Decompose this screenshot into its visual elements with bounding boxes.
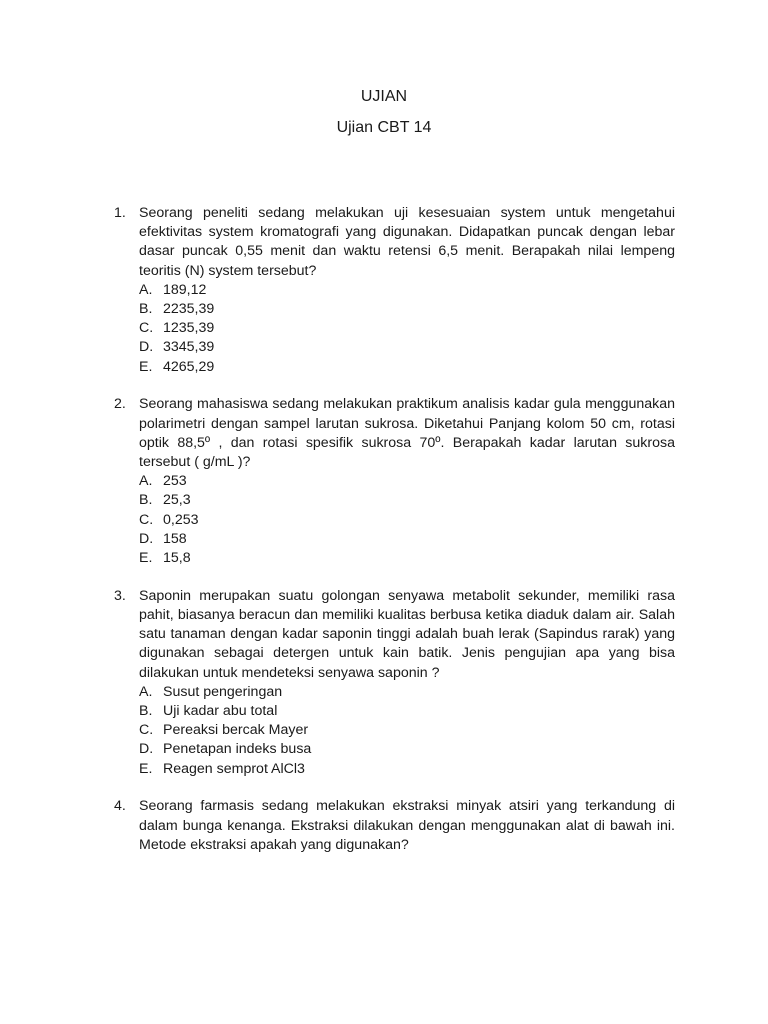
question-item bbox=[114, 587, 675, 779]
option-letter: E. bbox=[139, 358, 153, 375]
question-item bbox=[114, 395, 675, 568]
option-letter: C. bbox=[139, 722, 154, 739]
answer-option bbox=[139, 760, 675, 779]
answer-option bbox=[139, 549, 675, 568]
question-item bbox=[114, 204, 675, 377]
question-number: 2. bbox=[114, 396, 126, 413]
option-letter: E. bbox=[139, 760, 153, 777]
option-text: 1235,39 bbox=[163, 320, 215, 337]
answer-option bbox=[139, 358, 675, 377]
question-text: Seorang peneliti sedang melakukan uji kesesuaian system untuk mengetahui efektivitas system kromatografi yang digunakan. Didapatkan puncak dengan lebar dasar puncak 0,55 menit dan waktu retensi 6,5 menit. Berapakah nilai lempeng teoritis (N) system tersebut? bbox=[139, 205, 675, 279]
option-letter: C. bbox=[139, 511, 154, 528]
answer-option bbox=[139, 319, 675, 338]
answer-option bbox=[139, 530, 675, 549]
answer-option bbox=[139, 721, 675, 740]
option-text: 4265,29 bbox=[163, 358, 215, 375]
question-text: Seorang mahasiswa sedang melakukan praktikum analisis kadar gula menggunakan polarimetri dengan sampel larutan sukrosa. Diketahui Panjang kolom 50 cm, rotasi optik 88,5º , dan rotasi spesifik sukrosa 70º. Berapakah kadar larutan sukrosa tersebut ( g/mL )? bbox=[139, 396, 675, 471]
option-text: 189,12 bbox=[163, 281, 207, 298]
option-letter: A. bbox=[139, 473, 153, 490]
question-number: 1. bbox=[114, 205, 126, 221]
document-title: UJIAN bbox=[360, 88, 408, 105]
option-text: Reagen semprot AlCl3 bbox=[163, 760, 305, 777]
answer-option bbox=[139, 281, 675, 300]
answer-option bbox=[139, 740, 675, 759]
answer-option bbox=[139, 511, 675, 530]
question-body bbox=[139, 587, 675, 779]
option-text: 3345,39 bbox=[163, 339, 215, 356]
option-letter: A. bbox=[139, 281, 153, 298]
option-text: Susut pengeringan bbox=[163, 683, 283, 700]
answer-options bbox=[139, 281, 675, 377]
option-text: 15,8 bbox=[163, 550, 191, 567]
answer-option bbox=[139, 683, 675, 702]
question-list bbox=[114, 204, 675, 874]
option-letter: B. bbox=[139, 703, 153, 720]
answer-option bbox=[139, 472, 675, 491]
option-letter: E. bbox=[139, 550, 153, 567]
answer-options bbox=[139, 683, 675, 779]
answer-options bbox=[139, 472, 675, 568]
option-text: 0,253 bbox=[163, 511, 199, 528]
question-number: 4. bbox=[114, 798, 126, 815]
option-text: Penetapan indeks busa bbox=[163, 741, 312, 758]
question-body bbox=[139, 395, 675, 568]
option-letter: D. bbox=[139, 339, 154, 356]
option-text: 2235,39 bbox=[163, 301, 215, 318]
option-letter: A. bbox=[139, 683, 153, 700]
option-text: 25,3 bbox=[163, 492, 191, 509]
option-text: Uji kadar abu total bbox=[163, 703, 278, 720]
option-text: 253 bbox=[163, 473, 187, 490]
question-number: 3. bbox=[114, 587, 126, 604]
option-letter: D. bbox=[139, 530, 154, 547]
answer-option bbox=[139, 338, 675, 357]
option-letter: C. bbox=[139, 320, 154, 337]
option-text: Pereaksi bercak Mayer bbox=[163, 722, 309, 739]
question-body bbox=[139, 797, 675, 855]
answer-option bbox=[139, 300, 675, 319]
document-subtitle: Ujian CBT 14 bbox=[336, 119, 432, 136]
question-body bbox=[139, 204, 675, 377]
answer-option bbox=[139, 702, 675, 721]
answer-option bbox=[139, 491, 675, 510]
question-text: Saponin merupakan suatu golongan senyawa metabolit sekunder, memiliki rasa pahit, biasanya beracun dan memiliki kualitas berbusa ketika diaduk dalam air. Salah satu tanaman dengan kadar saponin tinggi adalah buah lerak (Sapindus rarak) yang digunakan sebagai detergen untuk kain batik. Jenis pengujian apa yang bisa dilakukan untuk mendeteksi senyawa saponin ? bbox=[139, 587, 675, 681]
option-text: 158 bbox=[163, 530, 187, 547]
question-item bbox=[114, 797, 675, 855]
option-letter: B. bbox=[139, 301, 153, 318]
option-letter: D. bbox=[139, 741, 154, 758]
option-letter: B. bbox=[139, 492, 153, 509]
question-text: Seorang farmasis sedang melakukan ekstraksi minyak atsiri yang terkandung di dalam bunga kenanga. Ekstraksi dilakukan dengan menggunakan alat di bawah ini. Metode ekstraksi apakah yang digunakan? bbox=[139, 798, 675, 853]
